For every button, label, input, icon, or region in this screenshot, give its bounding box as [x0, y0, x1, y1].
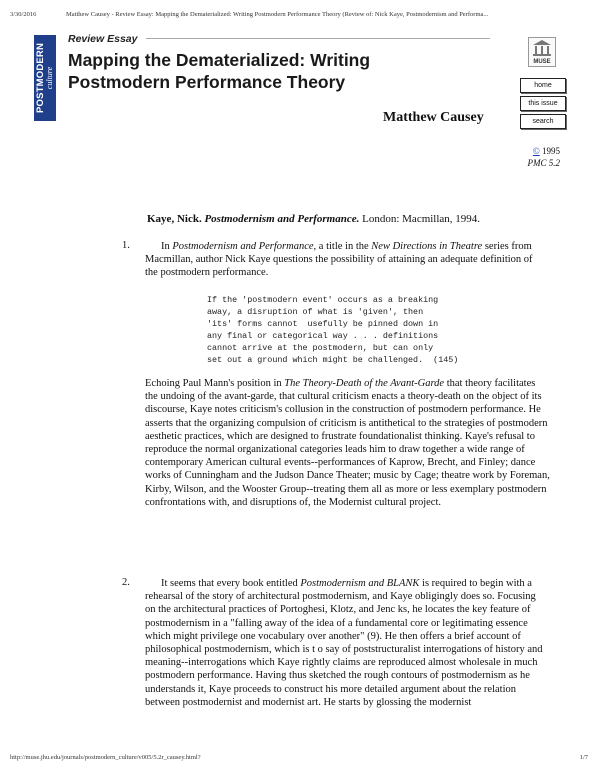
- search-button[interactable]: search: [520, 114, 566, 129]
- this-issue-button[interactable]: this issue: [520, 96, 566, 111]
- section-label: Review Essay: [68, 33, 138, 45]
- citation-imprint: London: Macmillan, 1994.: [362, 213, 481, 225]
- paragraph-1: In Postmodernism and Performance, a title in the New Directions in Theatre series from Macmillan, author Nick Kaye questions the possibility of attaining an adequate definition of the postmodern performance.: [145, 241, 533, 279]
- block-quote: If the 'postmodern event' occurs as a breaking away, a disruption of what is 'given', then 'its' forms cannot usefully be pinned down in any final or categorical way . . . definitions cannot arrive at the postmodern, but can only set out a ground which might be challenged. (145): [207, 295, 459, 365]
- print-footer-url: http://muse.jhu.edu/journals/postmodern_culture/v005/5.2r_causey.html?: [10, 754, 201, 761]
- logo-sub-text: culture: [44, 66, 54, 90]
- print-date: 3/30/2016: [10, 11, 37, 18]
- issue-code: PMC 5.2: [527, 158, 560, 168]
- paragraph-1-continued: Echoing Paul Mann's position in The Theory-Death of the Avant-Garde that theory facilitates the undoing of the avant-garde, that cultural criticism enacts a theory-death on the object of its discourse, Kaye notes criticism's collusion in the construction of postmodern performance. He asserts that the organizing compulsion of criticism is antithetical to the strategies of postmodern aesthetic practices, which are designed to frustrate foundationalist thinking. Kaye's refusal to reproduce the normal organizational categories leads him to draw together a wide range of contemporary American cultural events--performances of Kaprow, Brecht, and Finley; dance works of Cunningham and the Judson Dance Theater; music by Cage; theatre work by Foreman, Kirby, Wilson, and the Wooster Group--treating them all as more or less exemplary postmodern confrontations with, and disruptions of, the Modernist cultural project.: [145, 378, 550, 508]
- book-citation: [147, 213, 567, 226]
- logo-main-text: POSTMODERN: [35, 42, 47, 114]
- copyright-year: 1995: [542, 146, 560, 156]
- copyright-link[interactable]: ©: [532, 146, 540, 156]
- citation-author: Kaye, Nick.: [147, 213, 202, 225]
- muse-label: MUSE: [533, 59, 551, 65]
- paragraph-2: It seems that every book entitled Postmodernism and BLANK is required to begin with a rehearsal of the story of architectural postmodernism, and Kaye obligingly does so. Focusing on the architectural practices of Portoghesi, Klotz, and Jenc ks, he locates the key feature of postmodernism in a "falling away of the idea of a fundamental core or legitimating essence which might privilege one vocabulary over another" (9). He then offers a brief account of philosophical postmodernism, which is t o say of poststructuralist interrogations of history and meaning--interrogations which Kaye rightly claims are reproduced almost wholesale in much postmodern performance. Having thus sketched the rough contours of postmodernism as he understands it, Kaye proceeds to construct his more detailed argument about the relation between postmodernist and modernist art. He starts by glossing the modernist: [145, 578, 543, 708]
- paragraph-number: 1.: [122, 240, 130, 251]
- paragraph-number: 2.: [122, 577, 130, 588]
- home-button[interactable]: home: [520, 78, 566, 93]
- article-author: Matthew Causey: [383, 110, 484, 125]
- article-title: Mapping the Dematerialized: Writing Postmodern Performance Theory: [68, 50, 371, 92]
- print-doc-title: Matthew Causey - Review Essay: Mapping the Dematerialized: Writing Postmodern Performance Theory (Review of: Nick Kaye, Postmodernism and Performa...: [66, 11, 489, 18]
- print-page-number: 1/7: [579, 754, 588, 761]
- citation-title: Postmodernism and Performance.: [204, 213, 360, 225]
